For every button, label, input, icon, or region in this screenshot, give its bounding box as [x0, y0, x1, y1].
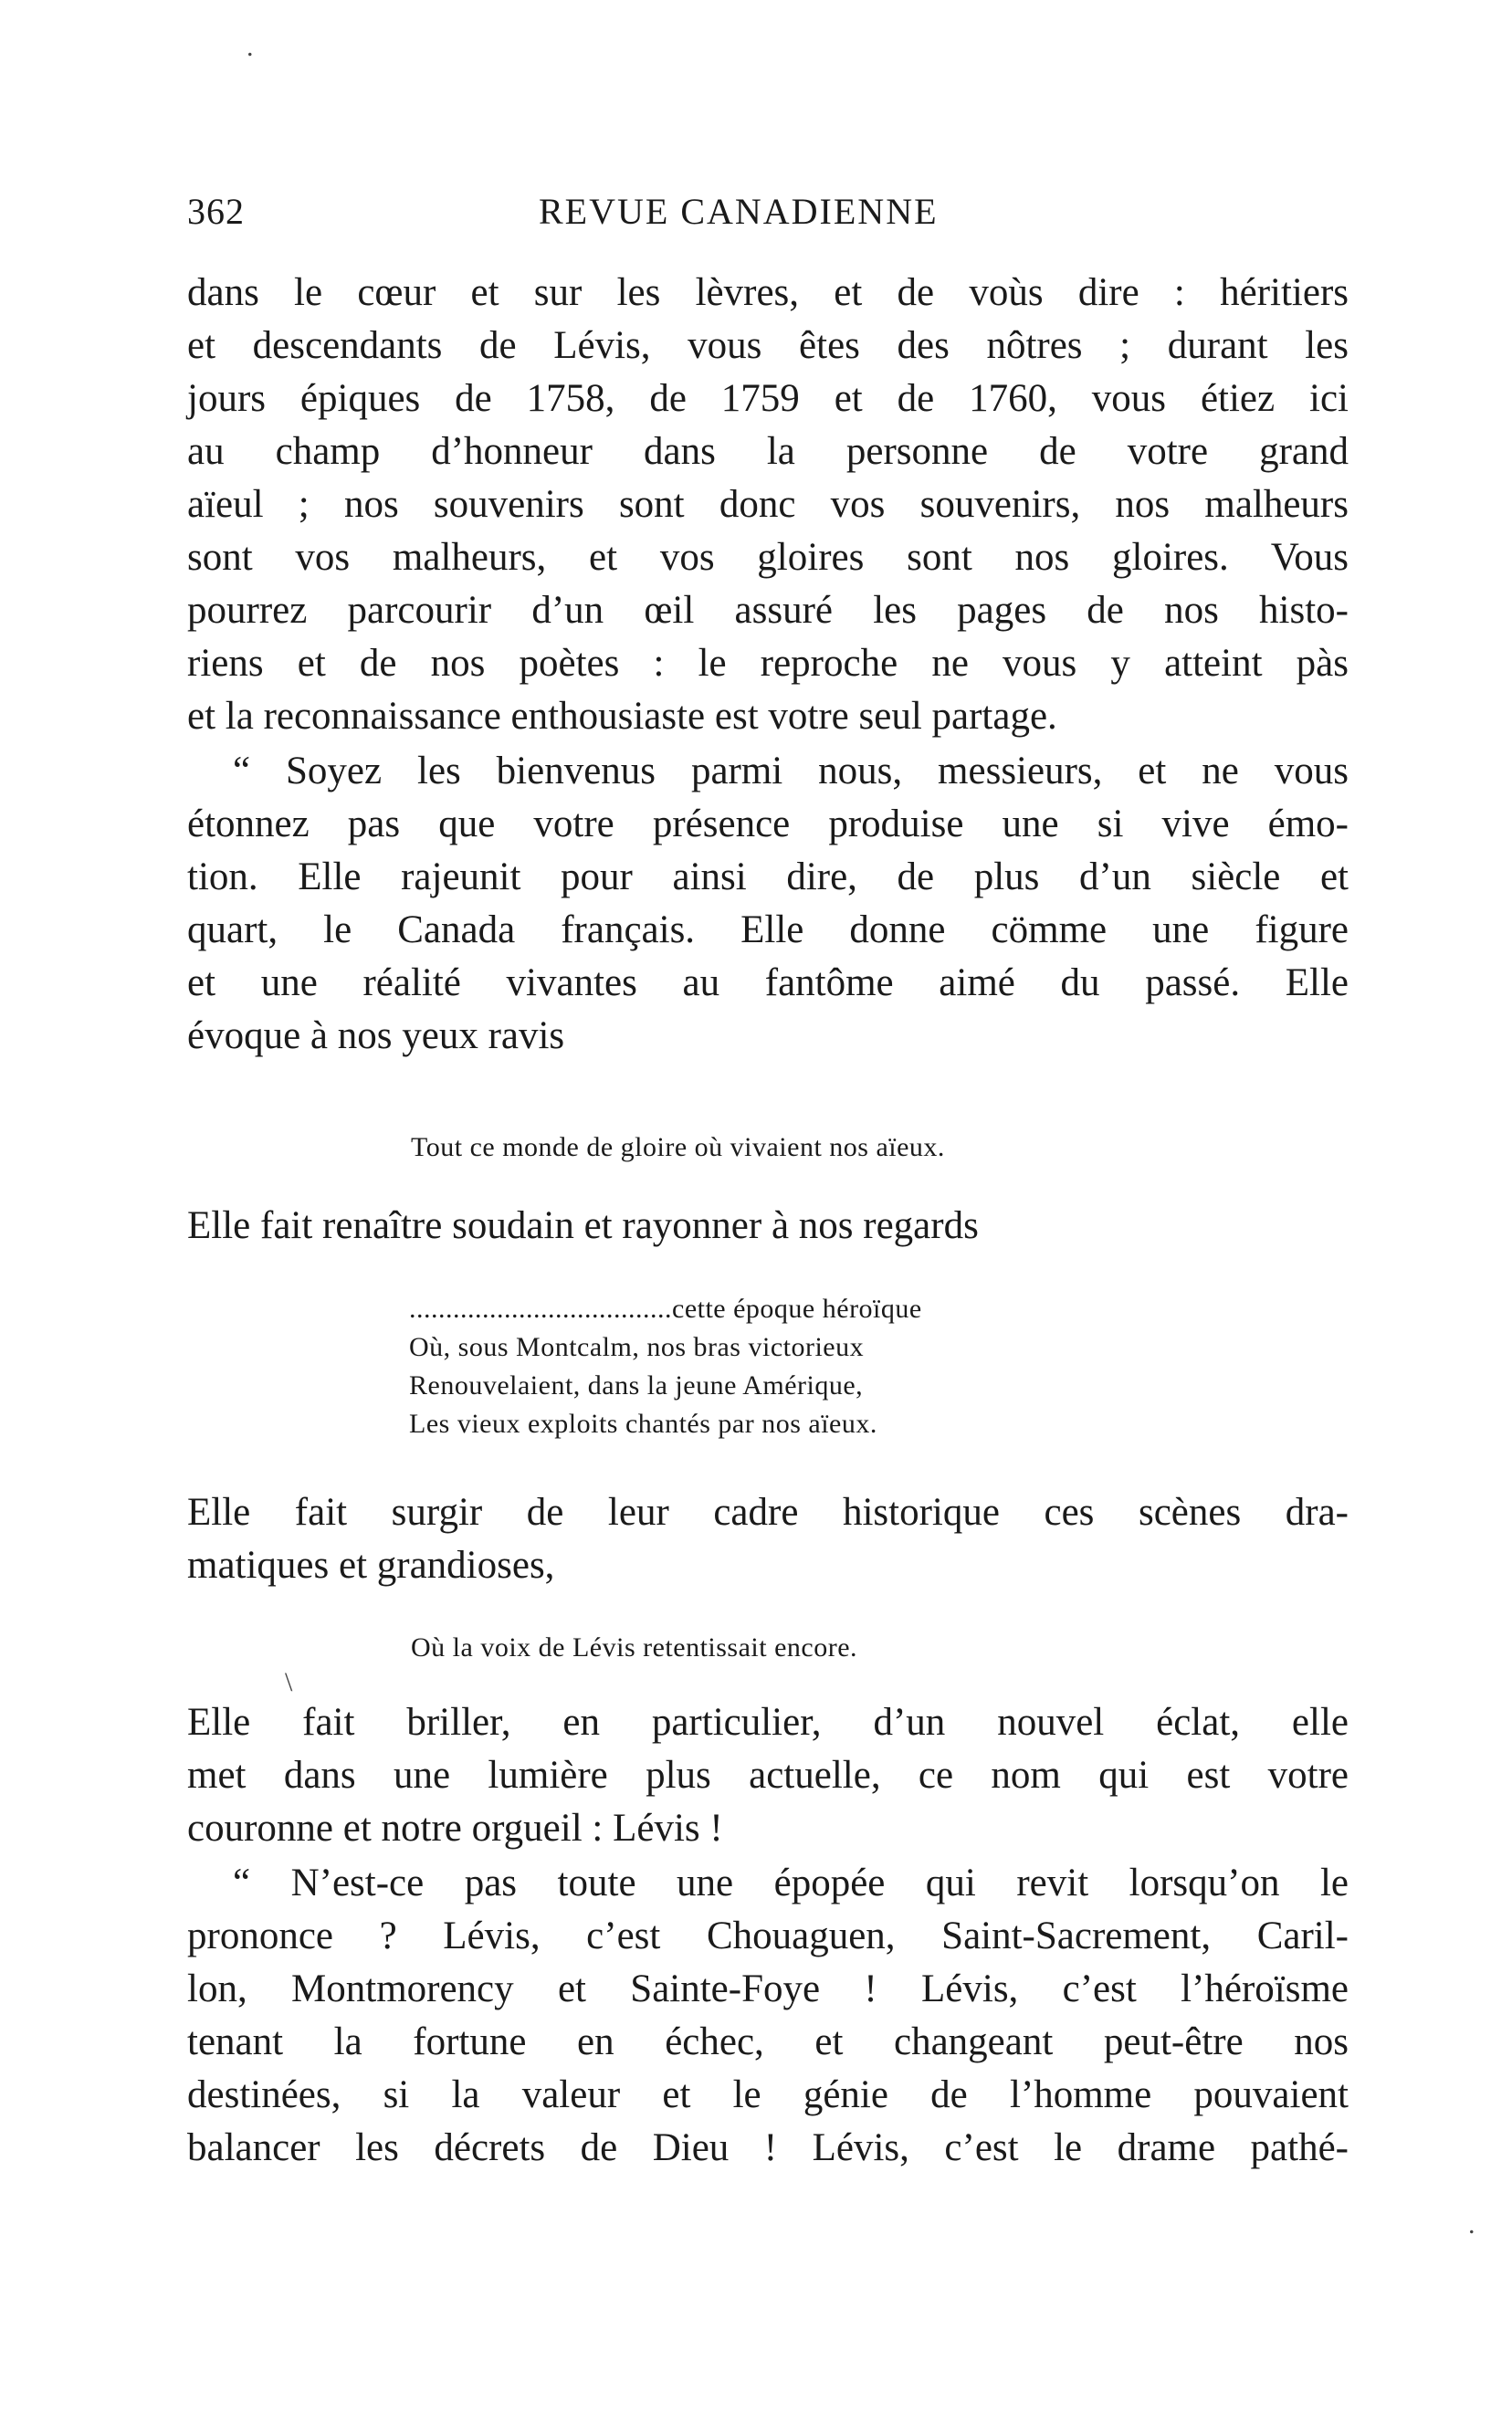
- text-line: Elle fait briller, en particulier, d’un nouvel éclat, elle: [187, 1701, 1349, 1744]
- text-line: pourrez parcourir d’un œil assuré les pages de nos histo-: [187, 589, 1349, 632]
- scan-dot-bottom: .: [1468, 2209, 1475, 2240]
- text-line: étonnez pas que votre présence produise une si vive émo-: [187, 803, 1349, 845]
- text-line: dans le cœur et sur les lèvres, et de voùs dire : héritiers: [187, 271, 1349, 314]
- verse-line: Où la voix de Lévis retentissait encore.: [411, 1632, 858, 1663]
- text-line: balancer les décrets de Dieu ! Lévis, c’est le drame pathé-: [187, 2126, 1349, 2169]
- verse-line: Renouvelaient, dans la jeune Amérique,: [409, 1370, 864, 1401]
- scan-stray-mark: \: [285, 1667, 293, 1697]
- text-line: et descendants de Lévis, vous êtes des nôtres ; durant les: [187, 324, 1349, 367]
- verse-line: Où, sous Montcalm, nos bras victorieux: [409, 1332, 865, 1362]
- paragraph-6: [187, 1857, 1349, 2175]
- text-line: riens et de nos poètes : le reproche ne vous y atteint pàs: [187, 642, 1349, 685]
- verse-line: Tout ce monde de gloire où vivaient nos aïeux.: [411, 1132, 945, 1162]
- verse-line: Les vieux exploits chantés par nos aïeux.: [409, 1409, 877, 1439]
- text-line: “ N’est-ce pas toute une épopée qui revit lorsqu’on le: [233, 1862, 1349, 1904]
- paragraph-5: [187, 1696, 1349, 1855]
- page-number: 362: [187, 191, 245, 232]
- text-line: lon, Montmorency et Sainte-Foye ! Lévis, c’est l’héroïsme: [187, 1967, 1349, 2010]
- text-line: quart, le Canada français. Elle donne cömme une figure: [187, 908, 1349, 951]
- text-line: et la reconnaissance enthousiaste est votre seul partage.: [187, 695, 1057, 738]
- scan-dot-top: .: [247, 32, 254, 62]
- text-line: aïeul ; nos souvenirs sont donc vos souvenirs, nos malheurs: [187, 483, 1349, 526]
- paragraph-2: [187, 745, 1349, 1063]
- page-header: [187, 190, 1356, 241]
- paragraph-4: [187, 1486, 1349, 1592]
- verse-quote-1: [411, 1128, 945, 1167]
- text-line: Elle fait renaître soudain et rayonner à nos regards: [187, 1204, 979, 1247]
- text-line: et une réalité vivantes au fantôme aimé du passé. Elle: [187, 961, 1349, 1004]
- text-line: tenant la fortune en échec, et changeant peut-être nos: [187, 2020, 1349, 2063]
- paragraph-1: [187, 267, 1349, 743]
- text-line: couronne et notre orgueil : Lévis !: [187, 1807, 723, 1850]
- text-line: “ Soyez les bienvenus parmi nous, messieurs, et ne vous: [233, 750, 1349, 792]
- text-line: au champ d’honneur dans la personne de votre grand: [187, 430, 1349, 473]
- verse-line: ....................................cette époque héroïque: [409, 1294, 922, 1324]
- text-line: jours épiques de 1758, de 1759 et de 1760, vous étiez ici: [187, 377, 1349, 420]
- running-title: REVUE CANADIENNE: [539, 191, 939, 232]
- text-line: prononce ? Lévis, c’est Chouaguen, Saint-Sacrement, Caril-: [187, 1915, 1349, 1957]
- verse-quote-2: [409, 1290, 922, 1443]
- text-line: évoque à nos yeux ravis: [187, 1014, 565, 1057]
- text-line: Elle fait surgir de leur cadre historique ces scènes dra-: [187, 1491, 1349, 1534]
- text-line: sont vos malheurs, et vos gloires sont nos gloires. Vous: [187, 536, 1349, 579]
- paragraph-3: [187, 1200, 1349, 1253]
- text-line: destinées, si la valeur et le génie de l’homme pouvaient: [187, 2073, 1349, 2116]
- text-line: tion. Elle rajeunit pour ainsi dire, de plus d’un siècle et: [187, 855, 1349, 898]
- text-line: matiques et grandioses,: [187, 1544, 555, 1587]
- text-line: met dans une lumière plus actuelle, ce nom qui est votre: [187, 1754, 1349, 1797]
- verse-quote-3: [411, 1629, 857, 1667]
